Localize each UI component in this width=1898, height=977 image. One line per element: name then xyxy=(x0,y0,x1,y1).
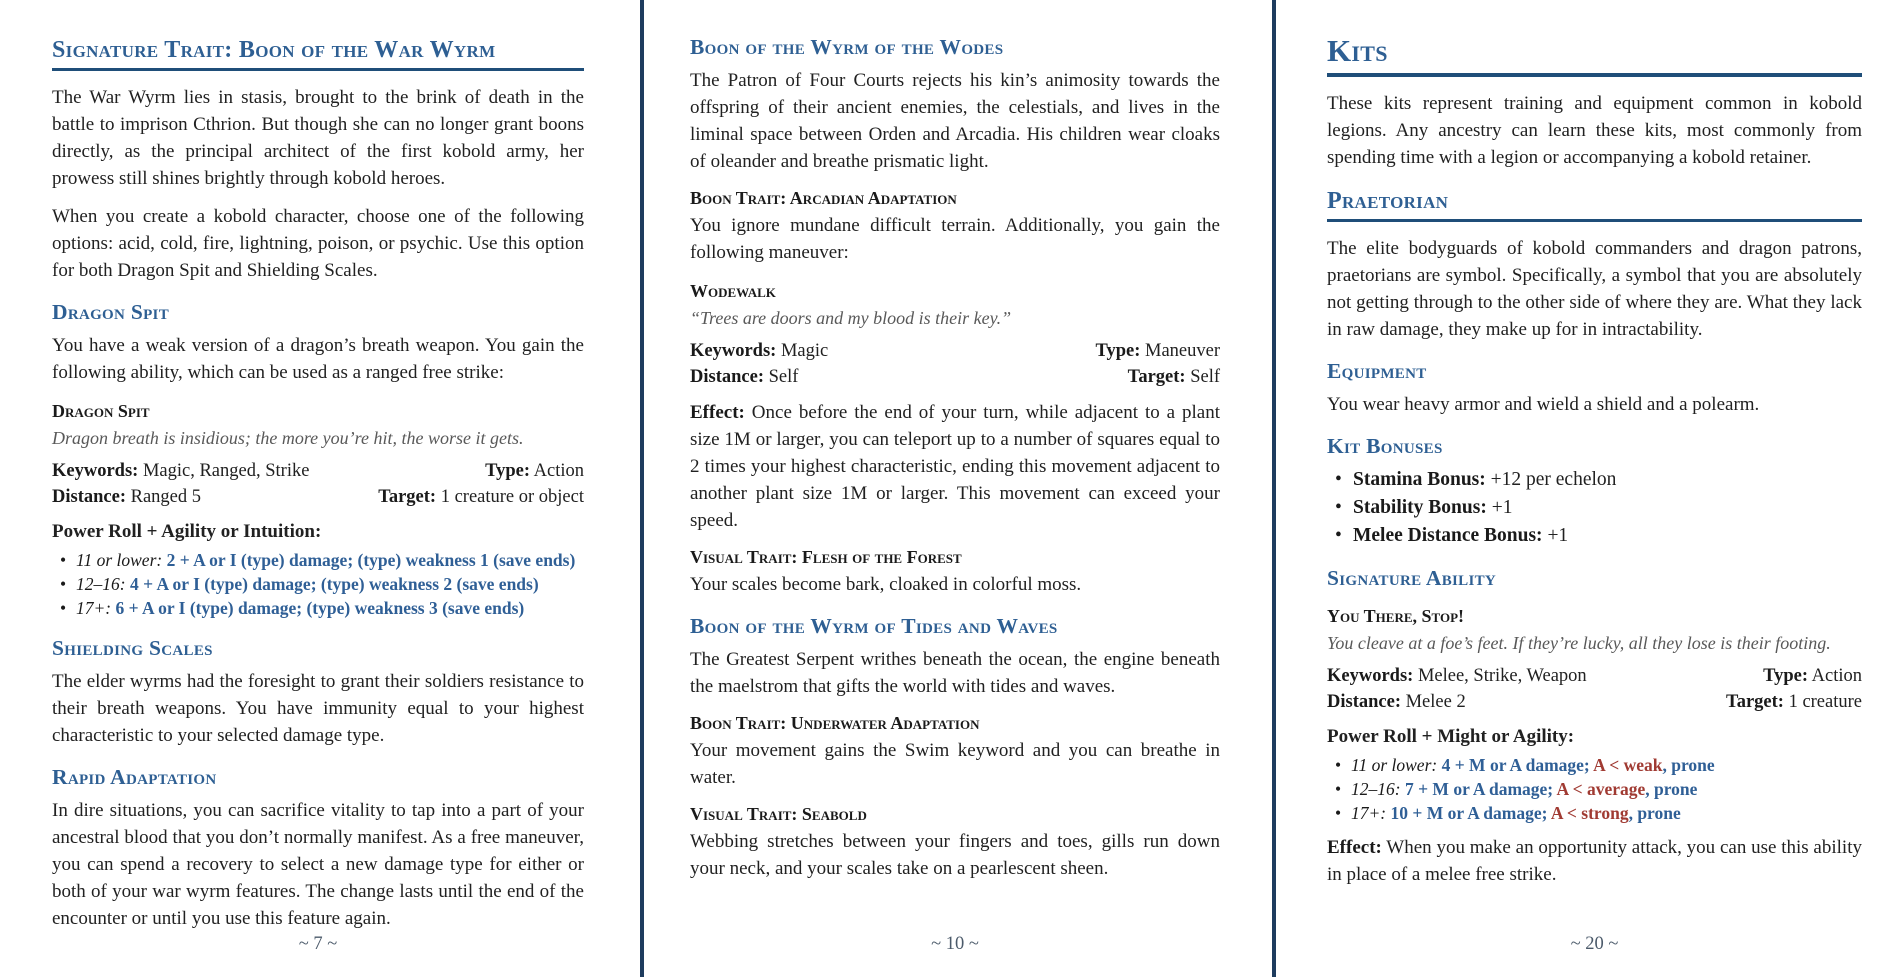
paragraph-dragon-spit-intro: You have a weak version of a dragon’s breath weapon. You gain the following ability, which can be used as a ranged free strike: xyxy=(52,335,584,383)
stat-row-keywords-type xyxy=(1327,663,1862,689)
section-heading-signature-trait: Signature Trait: Boon of the War Wyrm xyxy=(52,36,584,71)
power-roll-label: Power Roll + Agility or Intuition: xyxy=(52,521,322,542)
stat-type: Type: Action xyxy=(1763,666,1862,686)
heading-wyrm-of-tides: Boon of the Wyrm of Tides and Waves xyxy=(690,614,1058,638)
heading-kit-bonuses: Kit Bonuses xyxy=(1327,434,1443,458)
chapter-heading-kits: Kits xyxy=(1327,34,1862,77)
paragraph-tides: The Greatest Serpent writhes beneath the ocean, the engine beneath the maelstrom that gifts the world with tides and waves. xyxy=(690,649,1220,697)
stat-distance: Distance: Self xyxy=(690,367,799,387)
ability-name-dragon-spit: Dragon Spit xyxy=(52,401,150,421)
tier-row: • 11 or lower: 4 + M or A damage; A < weak, prone xyxy=(1335,753,1862,777)
power-roll-tiers xyxy=(1327,753,1862,825)
stat-distance: Distance: Ranged 5 xyxy=(52,487,201,507)
stat-row-distance-target xyxy=(52,484,584,510)
page-number-7: ~ 7 ~ xyxy=(298,934,338,954)
kit-bonus-item: • Stamina Bonus: +12 per echelon xyxy=(1335,466,1862,494)
heading-boon-trait-underwater: Boon Trait: Underwater Adaptation xyxy=(690,713,980,733)
stat-keywords: Keywords: Magic, Ranged, Strike xyxy=(52,461,310,481)
kit-bonus-item: • Stability Bonus: +1 xyxy=(1335,494,1862,522)
heading-wyrm-of-wodes: Boon of the Wyrm of the Wodes xyxy=(690,35,1004,59)
heading-shielding-scales: Shielding Scales xyxy=(52,636,213,660)
stat-target: Target: 1 creature xyxy=(1726,692,1862,712)
paragraph-rapid-adaptation: In dire situations, you can sacrifice vitality to tap into a part of your ancestral blood that you don’t normally manifest. As a free maneuver, you can spend a recovery to select a new damage type for either or both of your war wyrm features. The change lasts until the end of the encounter or until you use this feature again. xyxy=(52,800,584,929)
tier-row: • 17+: 10 + M or A damage; A < strong, prone xyxy=(1335,801,1862,825)
ability-flavor-wodewalk: “Trees are doors and my blood is their key.” xyxy=(690,308,1012,328)
heading-dragon-spit: Dragon Spit xyxy=(52,300,169,324)
ability-name-wodewalk: Wodewalk xyxy=(690,281,776,301)
paragraph-signature-effect: Effect: When you make an opportunity attack, you can use this ability in place of a melee free strike. xyxy=(1327,837,1862,885)
power-roll-tiers xyxy=(52,548,584,620)
ability-flavor-you-there-stop: You cleave at a foe’s feet. If they’re lucky, all they lose is their footing. xyxy=(1327,633,1831,653)
stat-distance: Distance: Melee 2 xyxy=(1327,692,1466,712)
heading-boon-trait-arcadian: Boon Trait: Arcadian Adaptation xyxy=(690,188,957,208)
kit-bonus-list xyxy=(1327,466,1862,550)
kit-bonus-item: • Melee Distance Bonus: +1 xyxy=(1335,522,1862,550)
heading-visual-trait-seabold: Visual Trait: Seabold xyxy=(690,804,867,824)
stat-type: Type: Maneuver xyxy=(1095,341,1220,361)
heading-praetorian: Praetorian xyxy=(1327,187,1862,222)
stat-keywords: Keywords: Melee, Strike, Weapon xyxy=(1327,666,1587,686)
paragraph-praetorian: The elite bodyguards of kobold commanders and dragon patrons, praetorians are symbol. Specifically, a symbol that you are absolutely not getting through to the other side of where they are. What they lack in raw damage, they make up for in intractability. xyxy=(1327,238,1862,340)
page-number-20: ~ 20 ~ xyxy=(1570,934,1619,954)
heading-rapid-adaptation: Rapid Adaptation xyxy=(52,765,217,789)
tier-row: • 17+: 6 + A or I (type) damage; (type) weakness 3 (save ends) xyxy=(60,596,584,620)
stat-target: Target: 1 creature or object xyxy=(378,487,584,507)
paragraph-kits-intro: These kits represent training and equipment common in kobold legions. Any ancestry can learn these kits, most commonly from spending time with a legion or accompanying a kobold retainer. xyxy=(1327,93,1862,168)
stat-target: Target: Self xyxy=(1127,367,1220,387)
paragraph-equipment: You wear heavy armor and wield a shield and a polearm. xyxy=(1327,394,1760,415)
paragraph-wodewalk-effect: Effect: Once before the end of your turn, while adjacent to a plant size 1M or larger, you can teleport up to a number of squares equal to 2 times your highest characteristic, ending this movement adjacent to another plant size 1M or larger. This movement can exceed your speed. xyxy=(690,402,1221,531)
page-left xyxy=(0,0,640,977)
stat-row-distance-target xyxy=(1327,689,1862,715)
paragraph-wodes: The Patron of Four Courts rejects his kin’s animosity towards the offspring of their ancient enemies, the celestials, and lives in the liminal space between Orden and Arcadia. His children wear cloaks of oleander and breathe prismatic light. xyxy=(690,70,1220,172)
ability-name-you-there-stop: You There, Stop! xyxy=(1327,606,1465,626)
paragraph-shielding-scales: The elder wyrms had the foresight to grant their soldiers resistance to their breath weapons. You have immunity equal to your highest characteristic to your selected damage type. xyxy=(52,671,584,746)
paragraph-seabold: Webbing stretches between your fingers and toes, gills run down your neck, and your scales take on a pearlescent sheen. xyxy=(690,831,1220,879)
heading-visual-trait-forest: Visual Trait: Flesh of the Forest xyxy=(690,547,962,567)
paragraph-arcadian: You ignore mundane difficult terrain. Additionally, you gain the following maneuver: xyxy=(690,215,1220,263)
paragraph-damage-options: When you create a kobold character, choose one of the following options: acid, cold, fire, lightning, poison, or psychic. Use this option for both Dragon Spit and Shielding Scales. xyxy=(52,206,584,281)
page-number-10: ~ 10 ~ xyxy=(931,934,979,954)
page-right xyxy=(1276,0,1898,977)
paragraph-war-wyrm: The War Wyrm lies in stasis, brought to the brink of death in the battle to imprison Cthrion. But though she can no longer grant boons directly, as the principal architect of the first kobold army, her prowess still shines brightly through kobold heroes. xyxy=(52,87,584,189)
heading-equipment: Equipment xyxy=(1327,359,1427,383)
power-roll-label: Power Roll + Might or Agility: xyxy=(1327,726,1575,747)
tier-row: • 12–16: 4 + A or I (type) damage; (type) weakness 2 (save ends) xyxy=(60,572,584,596)
stat-row-keywords-type xyxy=(690,338,1220,364)
page-middle xyxy=(644,0,1272,977)
stat-row-keywords-type xyxy=(52,458,584,484)
tier-row: • 11 or lower: 2 + A or I (type) damage; (type) weakness 1 (save ends) xyxy=(60,548,584,572)
stat-row-distance-target xyxy=(690,364,1220,390)
heading-signature-ability: Signature Ability xyxy=(1327,566,1497,590)
paragraph-flesh-of-forest: Your scales become bark, cloaked in colorful moss. xyxy=(690,574,1082,595)
stat-type: Type: Action xyxy=(485,461,584,481)
tier-row: • 12–16: 7 + M or A damage; A < average, prone xyxy=(1335,777,1862,801)
stat-keywords: Keywords: Magic xyxy=(690,341,829,361)
ability-flavor-dragon-spit: Dragon breath is insidious; the more you’re hit, the worse it gets. xyxy=(52,428,524,448)
paragraph-underwater: Your movement gains the Swim keyword and you can breathe in water. xyxy=(690,740,1220,788)
